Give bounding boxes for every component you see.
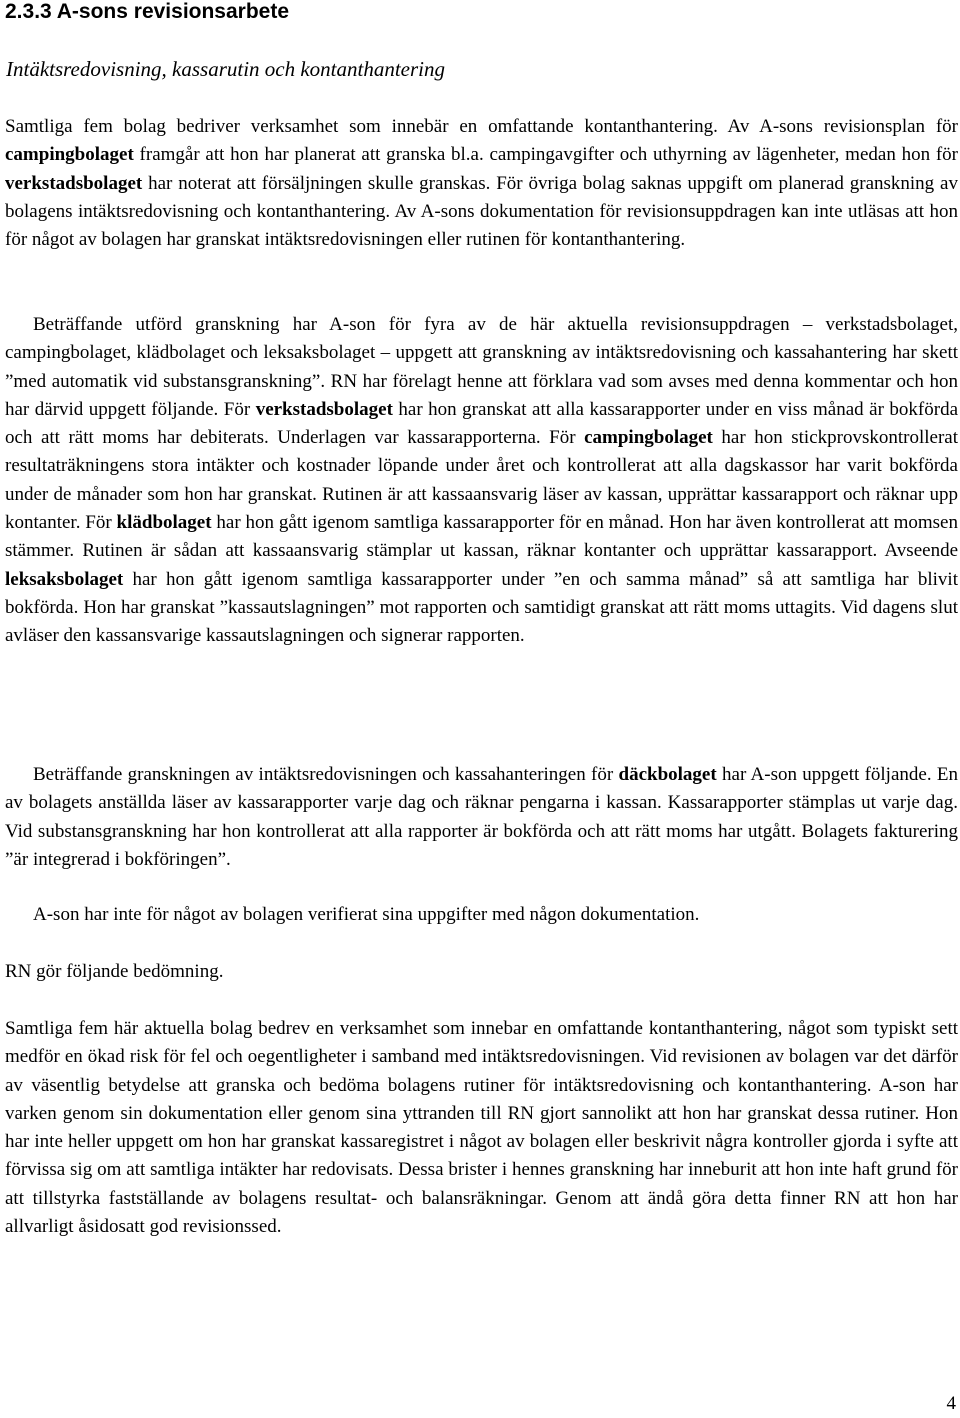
bold-company-name: verkstadsbolaget <box>255 398 393 420</box>
paragraph-performed-audit <box>5 311 958 651</box>
bold-company-name: däckbolaget <box>618 764 717 785</box>
bold-company-name: campingbolaget <box>5 144 134 166</box>
text-run: Beträffande utförd granskning har A-son för fyra av de här aktuella revisionsuppdragen – verkstadsbolaget, campingbolaget, klädbolaget och leksaksbolaget – uppgett att granskning av intäktsredovisning och kassahantering har skett ”med automatik vid substansgranskning”. RN har förelagt henne att förklara vad som avses med denna kommentar och hon har därvid uppgett följande. För <box>5 314 958 420</box>
bold-company-name: leksaksbolaget <box>5 568 124 590</box>
text-run: har hon gått igenom samtliga kassarapporter under ”en och samma månad” så att samtliga har blivit bokförda. Hon har granskat ”kassautslagningen” mot rapporten och samtidigt granskat att rätt moms uttagits. Vid dagens slut avläser den kassansvarige kassautslagningen och signerar rapporten. <box>5 568 958 647</box>
text-run: har A-son uppgett följande. En av bolagets anställda läser av kassarapporter varje dag och räknar pengarna i kassan. Kassarapporter stämplas ut varje dag. Vid substansgranskning har hon kontrollerat att alla rapporter är bokförda och att rätt moms har utgått. Bolagets fakturering ”är integrerad i bokföringen”. <box>5 764 958 870</box>
paragraph-revision-plan <box>5 113 958 254</box>
section-heading: 2.3.3 A-sons revisionsarbete <box>5 0 290 23</box>
paragraph-assessment: Samtliga fem här aktuella bolag bedrev en verksamhet som innebar en omfattande kontanthantering, något som typiskt sett medför en ökad risk för fel och oegentligheter i samband med intäktsredovisningen. Vid revisionen av bolagen var det därför av väsentlig betydelse att granska och bedöma bolagens rutiner för intäktsredovisning och kontanthantering. A-son har varken genom sin dokumentation eller genom sina yttranden till RN gjort sannolikt att hon har granskat dessa rutiner. Hon har inte heller uppgett om hon har granskat kassaregistret i något av bolagen eller beskrivit några kontroller gjorda i syfte att förvissa sig om att samtliga intäkter har redovisats. Dessa brister i hennes granskning har inneburit att hon inte haft grund för att tillstyrka fastställande av bolagens resultat- och balansräkningar. Genom att ändå göra detta finner RN att hon har allvarligt åsidosatt god revisionssed. <box>5 1018 958 1238</box>
paragraph-assessment-intro: RN gör följande bedömning. <box>5 961 224 982</box>
text-run: har hon granskat att alla kassarapporter under en viss månad är bokförda och att rätt moms har debiterats. Underlagen var kassarapporterna. För <box>5 398 958 449</box>
paragraph-tire-company <box>5 761 958 874</box>
text-run: Samtliga fem bolag bedriver verksamhet som innebär en omfattande kontanthantering. Av A-sons revisionsplan för <box>5 116 958 137</box>
paragraph-no-verification: A-son har inte för något av bolagen verifierat sina uppgifter med någon dokumentation. <box>33 904 700 925</box>
bold-company-name: campingbolaget <box>584 427 713 449</box>
text-run: har noterat att försäljningen skulle granskas. För övriga bolag saknas uppgift om planerad granskning av bolagens intäktsredovisning och kontanthantering. Av A-sons dokumentation för revisionsuppdragen kan inte utläsas att hon för något av bolagen har granskat intäktsredovisningen eller rutinen för kontanthantering. <box>5 172 958 251</box>
text-run: Beträffande granskningen av intäktsredovisningen och kassahanteringen för <box>33 764 619 785</box>
bold-company-name: klädbolaget <box>116 512 212 534</box>
section-subheading: Intäktsredovisning, kassarutin och kontanthantering <box>6 57 446 81</box>
page-number: 4 <box>946 1393 956 1414</box>
bold-company-name: verkstadsbolaget <box>5 172 143 194</box>
text-run: framgår att hon har planerat att granska bl.a. campingavgifter och uthyrning av lägenheter, medan hon för <box>133 144 958 166</box>
text-run: har hon gått igenom samtliga kassarapporter för en månad. Hon har även kontrollerat att momsen stämmer. Rutinen är sådan att kassaansvarig stämplar ut kassan, räknar kontanter och upprättar kassarapport. Avseende <box>5 512 958 562</box>
text-run: har hon stickprovskontrollerat resultaträkningens stora intäkter och kostnader löpande under året och kontrollerat att alla dagskassor har varit bokförda under de månader som hon har granskat. Rutinen är att kassaansvarig läser av kassan, upprättar kassarapport och räknar upp kontanter. För <box>5 427 958 534</box>
